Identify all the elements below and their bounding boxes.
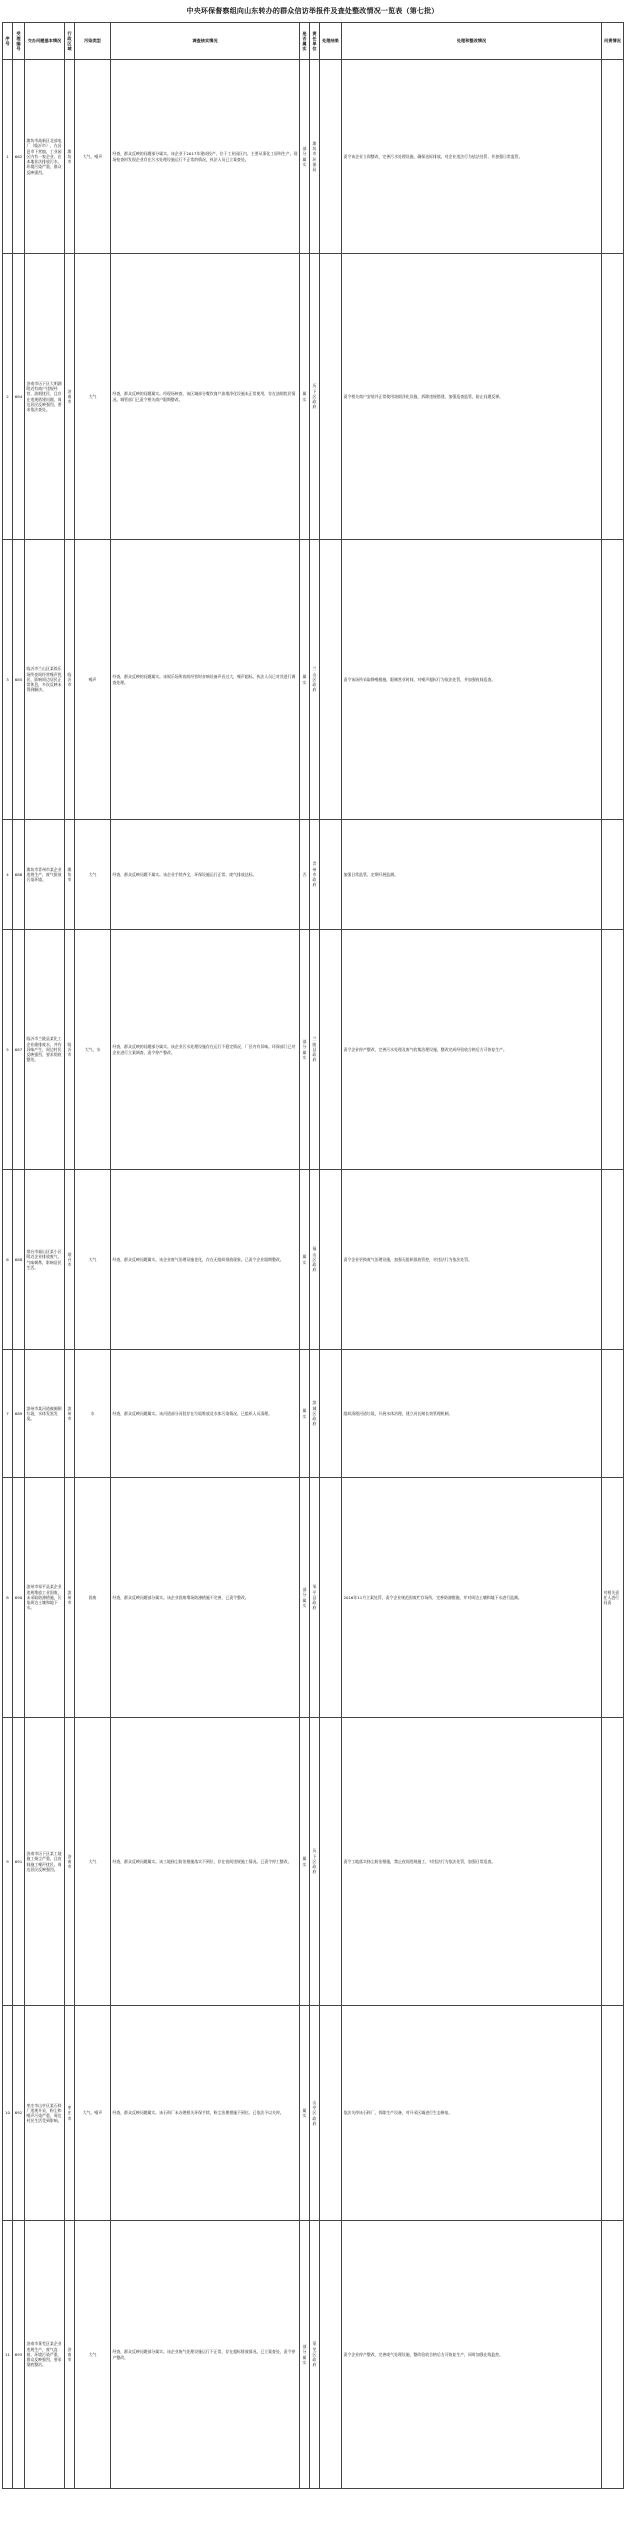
cell-rectify: 责令企业停产整改，完善污水处理及废气收集治理设施，整改完成经验收合格后方可恢复生产。: [342, 930, 602, 1170]
cell-accountability: [602, 1350, 624, 1478]
cell-area: 济南市: [65, 254, 75, 540]
cell-basic: 济南市历下区大明湖附近有商户违规经营，油烟扰民，且存在违规搭建问题，周边居民反映强烈，要求依法查处。: [25, 254, 65, 540]
cell-basic: 潍坊市青州市某企业违规生产，废气排放污染环境。: [25, 820, 65, 930]
header-accountability: 问责情况: [602, 23, 624, 60]
cell-area: 济南市: [65, 1718, 75, 2006]
table-row: [3, 540, 624, 820]
cell-rectify: 责令相关商户安装并正常使用油烟净化设施，拆除违规搭建，加强巡查监管，防止问题反弹。: [342, 254, 602, 540]
cell-ptype: 固废: [75, 1478, 111, 1718]
cell-ptype: 大气: [75, 2221, 111, 2489]
header-id: 受理编号: [13, 23, 25, 60]
header-basic: 交办问题基本情况: [25, 23, 65, 60]
cell-accountability: [602, 930, 624, 1170]
cell-true: 否: [300, 820, 310, 930]
cell-result: [320, 2221, 342, 2489]
cell-accountability: [602, 540, 624, 820]
table-row: [3, 2221, 624, 2489]
cell-rectify: 责令工地落实扬尘防治措施，禁止夜间违规施工，对违法行为依法处罚，加强日常巡查。: [342, 1718, 602, 2006]
cell-id: 685: [13, 540, 25, 820]
cell-basic: 济南市莱芜区某企业违规生产，废气直排，环境污染严重，群众反映强烈，要求彻底整治。: [25, 2221, 65, 2489]
cell-rectify: 责令该企业立即整改，完善污水处理设施，确保达标排放。对企业违法行为依法处罚，并加强日常监管。: [342, 60, 602, 254]
cell-ptype: 大气、噪声: [75, 2006, 111, 2221]
cell-unit: 历下区政府: [310, 254, 320, 540]
header-result: 处理结果: [320, 23, 342, 60]
cell-true: 属实: [300, 254, 310, 540]
cell-accountability: 对相关责任人进行问责: [602, 1478, 624, 1718]
cell-investigation: 经查，群众反映的问题属实。经现场核查，该区域部分餐饮商户油烟净化设施未正常使用，存在油烟扰民情况。城管部门已责令相关商户限期整改。: [111, 254, 300, 540]
cell-area: 临沂市: [65, 930, 75, 1170]
cell-unit: 莱芜区政府: [310, 2221, 320, 2489]
table-row: [3, 820, 624, 930]
cell-true: 部分属实: [300, 2221, 310, 2489]
cell-id: 687: [13, 930, 25, 1170]
cell-unit: 滨城区政府: [310, 1350, 320, 1478]
cell-investigation: 经查，群众反映问题部分属实。该企业固废堆场防渗措施不完善，已责令整改。: [111, 1478, 300, 1718]
cell-unit: 兰山区政府: [310, 540, 320, 820]
cell-accountability: [602, 254, 624, 540]
cell-accountability: [602, 1718, 624, 2006]
cell-no: 2: [3, 254, 13, 540]
cell-area: 滨州市: [65, 1478, 75, 1718]
cell-rectify: 依法关停该石料厂，拆除生产设备，对开采区域进行生态修复。: [342, 2006, 602, 2221]
cell-no: 10: [3, 2006, 13, 2221]
cell-id: 693: [13, 2221, 25, 2489]
table-row: [3, 2006, 624, 2221]
cell-unit: 邹平县政府: [310, 1478, 320, 1718]
page-title: 中央环保督察组向山东转办的群众信访举报件及查处整改情况一览表（第七批）: [186, 7, 439, 15]
cell-area: 烟台市: [65, 1170, 75, 1350]
cell-investigation: 经查，群众反映问题属实。该企业废气治理设施老化，存在无组织排放现象。已责令企业限期整改。: [111, 1170, 300, 1350]
cell-true: 部分属实: [300, 1478, 310, 1718]
cell-rectify: 责令企业更换废气治理设施，加强无组织排放管控，对违法行为依法处罚。: [342, 1170, 602, 1350]
cell-no: 1: [3, 60, 13, 254]
cell-true: 部分属实: [300, 60, 310, 254]
cell-true: 属实: [300, 1718, 310, 2006]
cell-true: 属实: [300, 1350, 310, 1478]
header-ptype: 污染类型: [75, 23, 111, 60]
cell-result: [320, 1170, 342, 1350]
cell-no: 7: [3, 1350, 13, 1478]
cell-investigation: 经查，群众反映的问题部分属实。该企业污水处理设施存在运行不稳定情况，厂区内有异味。环保部门已对企业进行立案调查，责令停产整改。: [111, 930, 300, 1170]
cell-ptype: 大气: [75, 1718, 111, 2006]
cell-ptype: 噪声: [75, 540, 111, 820]
cell-result: [320, 254, 342, 540]
cell-basic: 临沂市兰陵县某化工企业偷排废水，并有异味产生，周边村民反映强烈，要求彻底整治。: [25, 930, 65, 1170]
cell-true: 属实: [300, 1170, 310, 1350]
header-rectify: 处理和整改情况: [342, 23, 602, 60]
cell-result: [320, 930, 342, 1170]
cell-result: [320, 820, 342, 930]
cell-area: 潍坊市: [65, 60, 75, 254]
header-area: 行政区域: [65, 23, 75, 60]
cell-area: 济南市: [65, 2221, 75, 2489]
table-row: [3, 1718, 624, 2006]
cell-accountability: [602, 2006, 624, 2221]
cell-no: 8: [3, 1478, 13, 1718]
cell-result: [320, 540, 342, 820]
cell-id: 690: [13, 1478, 25, 1718]
cell-basic: 滨州市邹平县某企业违规堆放工业固废，未采取防渗措施，污染周边土壤和地下水。: [25, 1478, 65, 1718]
header-true: 是否属实: [300, 23, 310, 60]
cell-basic: 临沂市兰山区某娱乐场所夜间经营噪声扰民，影响周边居民正常休息，多次反映未得到解决。: [25, 540, 65, 820]
cell-unit: 青州市政府: [310, 820, 320, 930]
header-unit: 责任单位: [310, 23, 320, 60]
cell-true: 属实: [300, 2006, 310, 2221]
cell-basic: 济南市历下区某工地施工扬尘严重，且夜间施工噪声扰民，周边居民反映强烈。: [25, 1718, 65, 2006]
cell-investigation: 经查，群众反映问题属实。该工地扬尘防治措施落实不到位，存在夜间违规施工情况。已责令停工整改。: [111, 1718, 300, 2006]
cell-id: 691: [13, 1718, 25, 2006]
table-row: [3, 930, 624, 1170]
cell-investigation: 经查，群众反映问题属实。该河道部分河段存在垃圾堆放及水体污染情况。已组织人员清理。: [111, 1350, 300, 1478]
table-row: [3, 60, 624, 254]
table-header-row: [3, 23, 624, 60]
cell-result: [320, 1350, 342, 1478]
cell-rectify: 组织清理河道垃圾，开展水体治理，建立河长制长效管理机制。: [342, 1350, 602, 1478]
cell-basic: 烟台市福山区某小区附近企业排放废气，气味刺鼻，影响居民生活。: [25, 1170, 65, 1350]
cell-investigation: 经查，群众反映问题不属实。该企业手续齐全，环保设施运行正常，废气排放达标。: [111, 820, 300, 930]
cell-area: 滨州市: [65, 1350, 75, 1478]
cell-basic: 枣庄市山亭区某石料厂违规开采，粉尘和噪声污染严重，周边村民生活受到影响。: [25, 2006, 65, 2221]
cell-rectify: 加强日常监管，定期开展监测。: [342, 820, 602, 930]
cell-id: 689: [13, 1350, 25, 1478]
cell-no: 4: [3, 820, 13, 930]
cell-id: 692: [13, 2006, 25, 2221]
cell-area: 枣庄市: [65, 2006, 75, 2221]
cell-accountability: [602, 820, 624, 930]
cell-ptype: 大气、噪声: [75, 60, 111, 254]
cell-no: 3: [3, 540, 13, 820]
table-row: [3, 254, 624, 540]
cell-true: 部分属实: [300, 930, 310, 1170]
cell-basic: 潍坊市高新区北部电厂（临沂市），在昌邑市下营镇，工业园区内有一家企业，在本地非法排放污水，环境污染严重，群众反映强烈。: [25, 60, 65, 254]
cell-no: 5: [3, 930, 13, 1170]
cell-result: [320, 60, 342, 254]
cell-no: 9: [3, 1718, 13, 2006]
cell-accountability: [602, 60, 624, 254]
cell-unit: 历下区政府: [310, 1718, 320, 2006]
cell-area: 潍坊市: [65, 820, 75, 930]
complaint-table: [2, 22, 624, 2489]
cell-id: 686: [13, 820, 25, 930]
cell-unit: 山亭区政府: [310, 2006, 320, 2221]
cell-investigation: 经查，群众反映问题属实。该石料厂未办理相关环保手续，粉尘治理措施不到位。已依法予以关停。: [111, 2006, 300, 2221]
cell-investigation: 经查，群众反映的问题部分属实。该企业于2017年建成投产，位于工业园区内，主要从事化工原料生产。现场检查时发现企业存在污水处理设施运行不正常的情况，执法人员已立案查处。: [111, 60, 300, 254]
cell-basic: 滨州市某河道被倾倒垃圾，水体发黑发臭。: [25, 1350, 65, 1478]
cell-rectify: 2016年11月立案处罚，责令企业规范固废贮存场所，完善防渗措施，并对周边土壤和地下水进行监测。: [342, 1478, 602, 1718]
cell-area: 临沂市: [65, 540, 75, 820]
cell-ptype: 水: [75, 1350, 111, 1478]
cell-result: [320, 1478, 342, 1718]
cell-no: 11: [3, 2221, 13, 2489]
table-row: [3, 1478, 624, 1718]
cell-true: 属实: [300, 540, 310, 820]
cell-id: 688: [13, 1170, 25, 1350]
cell-investigation: 经查，群众反映的问题属实。该娱乐场所夜间经营时音响设备声音过大，噪声超标。执法人员已对其进行调查处理。: [111, 540, 300, 820]
table-row: [3, 1170, 624, 1350]
cell-ptype: 大气: [75, 254, 111, 540]
cell-accountability: [602, 2221, 624, 2489]
cell-result: [320, 2006, 342, 2221]
cell-result: [320, 1718, 342, 2006]
table-row: [3, 1350, 624, 1478]
cell-ptype: 大气、水: [75, 930, 111, 1170]
cell-ptype: 大气: [75, 820, 111, 930]
cell-unit: 兰陵县政府: [310, 930, 320, 1170]
cell-ptype: 大气: [75, 1170, 111, 1350]
cell-no: 6: [3, 1170, 13, 1350]
cell-accountability: [602, 1170, 624, 1350]
cell-id: 684: [13, 254, 25, 540]
cell-unit: 福山区政府: [310, 1170, 320, 1350]
cell-rectify: 责令该场所采取降噪措施，限制营业时间，对噪声超标行为依法处罚，并加强夜间巡查。: [342, 540, 602, 820]
header-no: 序号: [3, 23, 13, 60]
cell-investigation: 经查，群众反映问题部分属实。该企业废气处理设施运行不正常，存在超标排放情况。已立案查处，责令停产整改。: [111, 2221, 300, 2489]
cell-rectify: 责令企业停产整改，完善废气处理设施，整改验收合格后方可恢复生产，同时加强在线监控。: [342, 2221, 602, 2489]
cell-id: 662: [13, 60, 25, 254]
header-investigation: 调查核实情况: [111, 23, 300, 60]
cell-unit: 潍坊市环保局: [310, 60, 320, 254]
